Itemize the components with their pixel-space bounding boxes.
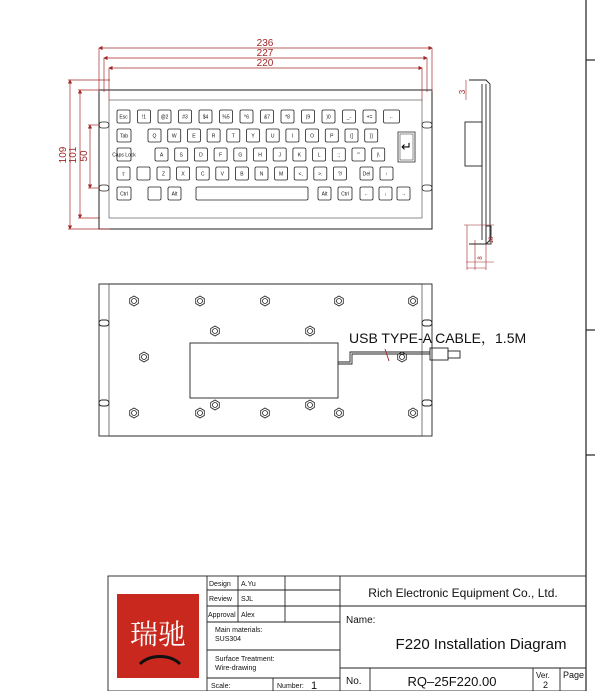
key-label-2-4: F: [219, 152, 223, 159]
hex-nut-hole: [411, 299, 416, 304]
hex-nut-hole: [337, 411, 342, 416]
key-label-1-10: P: [330, 133, 334, 140]
hex-nut: [211, 326, 220, 336]
key-label-1-9: O: [310, 133, 315, 140]
key-label-2-8: K: [297, 152, 302, 159]
key-label-1-3: E: [192, 133, 196, 140]
no-value: RQ–25F220.00: [407, 674, 497, 689]
ver-label: Ver.: [536, 671, 550, 680]
hex-nut: [306, 400, 315, 410]
review-label: Review: [209, 596, 232, 603]
enter-key: [398, 132, 415, 162]
hex-nut-hole: [142, 355, 147, 360]
hex-nut-hole: [400, 355, 405, 360]
key-label-0-5: %5: [222, 114, 230, 121]
dim-109: 109: [58, 146, 69, 164]
key-label-3-11: ?/: [337, 171, 342, 178]
key-label-1-0: Tab: [119, 133, 129, 140]
dim-236: 236: [256, 38, 274, 49]
side-dim-3: 3: [458, 89, 467, 95]
sheet-border: [586, 0, 595, 691]
ver-value: 2: [543, 680, 549, 690]
approval-value: Alex: [241, 612, 255, 619]
hex-nut-hole: [198, 411, 203, 416]
hex-nut-hole: [132, 411, 137, 416]
key-label-1-12: }]: [369, 133, 373, 140]
side-dim-8: 8: [478, 256, 484, 260]
key-label-1-1: Q: [152, 133, 157, 140]
key-label-0-12: +=: [366, 114, 373, 121]
hex-nut-hole: [308, 329, 313, 334]
key-label-1-5: T: [231, 133, 235, 140]
key-label-0-9: (9: [305, 114, 311, 121]
logo-text: 瑞驰: [129, 618, 187, 651]
dim-227: 227: [256, 48, 274, 59]
hex-nut-hole: [263, 299, 268, 304]
key-label-0-13: ←: [389, 114, 394, 121]
hex-nut: [196, 296, 205, 306]
hex-nut: [261, 408, 270, 418]
key-label-4-6: ←: [364, 191, 369, 198]
hex-nut-hole: [213, 329, 218, 334]
dim-220: 220: [256, 58, 274, 69]
number-label: Number:: [277, 683, 304, 690]
key-label-3-7: N: [259, 171, 264, 178]
key-label-0-10: )0: [326, 114, 331, 121]
key-label-3-8: M: [279, 171, 284, 178]
approval-label: Approval: [208, 612, 236, 619]
design-value: A.Yu: [241, 581, 256, 588]
materials-value: SUS304: [215, 636, 242, 643]
key-label-0-6: ^6: [243, 114, 250, 121]
no-label: No.: [346, 676, 362, 687]
key-label-1-6: Y: [251, 133, 255, 140]
key-label-3-12: Del: [362, 171, 371, 178]
hex-nut: [261, 296, 270, 306]
number-value: 1: [311, 680, 318, 691]
key-label-1-11: {[: [349, 133, 354, 140]
key-label-2-9: L: [317, 152, 321, 159]
key-label-1-7: U: [270, 133, 275, 140]
hex-nut: [335, 408, 344, 418]
key-label-0-7: &7: [263, 114, 271, 121]
key-label-2-5: G: [238, 152, 243, 159]
hex-nut: [211, 400, 220, 410]
company-logo: [117, 594, 199, 678]
side-dim-18: 18: [489, 236, 495, 244]
dim-50: 50: [79, 150, 90, 162]
key-label-2-2: S: [179, 152, 183, 159]
key-label-0-11: _-: [346, 114, 352, 121]
hex-nut-hole: [198, 299, 203, 304]
hex-nut-hole: [132, 299, 137, 304]
keyboard-keys: [112, 110, 410, 200]
key-label-2-7: J: [278, 152, 281, 159]
key-label-3-3: X: [181, 171, 185, 178]
controller-box: [190, 343, 338, 398]
hex-nut: [398, 352, 407, 362]
key-label-4-0: Ctrl: [120, 191, 128, 198]
key-label-4-4: Alt: [321, 191, 328, 198]
key-label-2-10: :;: [337, 152, 341, 159]
hex-nut-hole: [411, 411, 416, 416]
mounting-nuts: [130, 296, 418, 418]
key-4-3: [196, 187, 308, 200]
page-label: Page: [563, 670, 585, 680]
company-name: Rich Electronic Equipment Co., Ltd.: [368, 586, 558, 600]
usb-plug: [430, 348, 448, 360]
key-label-3-9: <,: [298, 171, 303, 178]
front-view: [58, 38, 432, 229]
drawing-name: F220 Installation Diagram: [395, 636, 567, 653]
name-label: Name:: [346, 615, 376, 626]
design-label: Design: [209, 581, 231, 588]
key-label-0-8: *8: [285, 114, 290, 121]
key-label-4-7: ↓: [384, 191, 387, 198]
hex-nut: [130, 296, 139, 306]
key-label-4-8: →: [401, 191, 406, 198]
key-3-1: [137, 167, 150, 180]
hex-nut-hole: [213, 403, 218, 408]
surface-value: Wire-drawing: [215, 665, 257, 672]
key-label-3-2: Z: [161, 171, 166, 178]
dim-101: 101: [68, 146, 79, 164]
key-label-2-3: D: [199, 152, 203, 159]
key-label-0-1: !1: [141, 114, 147, 121]
key-label-0-0: Esc: [119, 114, 128, 121]
hex-nut: [409, 408, 418, 418]
surface-label: Surface Treatment:: [215, 656, 275, 663]
hex-nut: [130, 408, 139, 418]
key-label-0-2: @2: [160, 114, 169, 121]
key-label-3-4: C: [200, 171, 205, 178]
hex-nut: [409, 296, 418, 306]
hex-nut-hole: [263, 411, 268, 416]
key-label-2-0: Caps Lock: [112, 152, 136, 159]
key-label-3-0: ⇧: [121, 171, 126, 178]
key-label-3-10: >.: [318, 171, 323, 178]
key-4-1: [148, 187, 161, 200]
key-label-3-13: ↑: [385, 171, 388, 178]
hex-nut: [335, 296, 344, 306]
key-label-1-2: W: [171, 133, 177, 140]
hex-nut: [196, 408, 205, 418]
hex-nut-hole: [337, 299, 342, 304]
back-plate: [99, 284, 432, 436]
key-label-0-4: $4: [202, 114, 209, 121]
key-label-2-6: H: [258, 152, 262, 159]
key-label-4-2: Alt: [171, 191, 178, 198]
key-label-2-11: "': [357, 152, 360, 159]
cable-label: USB TYPE-A CABLE，1.5M: [349, 330, 527, 346]
key-label-1-8: I: [291, 133, 294, 140]
hex-nut-hole: [308, 403, 313, 408]
materials-label: Main materials:: [215, 627, 263, 634]
review-value: SJL: [241, 596, 254, 603]
hex-nut: [306, 326, 315, 336]
enter-key-symbol: ↵: [401, 140, 412, 155]
key-label-1-4: R: [211, 133, 216, 140]
key-label-2-12: |\: [376, 152, 380, 159]
hex-nut: [140, 352, 149, 362]
key-label-3-6: B: [240, 171, 244, 178]
key-label-3-5: V: [220, 171, 224, 178]
key-label-2-1: A: [159, 152, 164, 159]
scale-label: Scale:: [211, 683, 231, 690]
key-label-0-3: #3: [182, 114, 188, 121]
key-label-4-5: Ctrl: [341, 191, 349, 198]
